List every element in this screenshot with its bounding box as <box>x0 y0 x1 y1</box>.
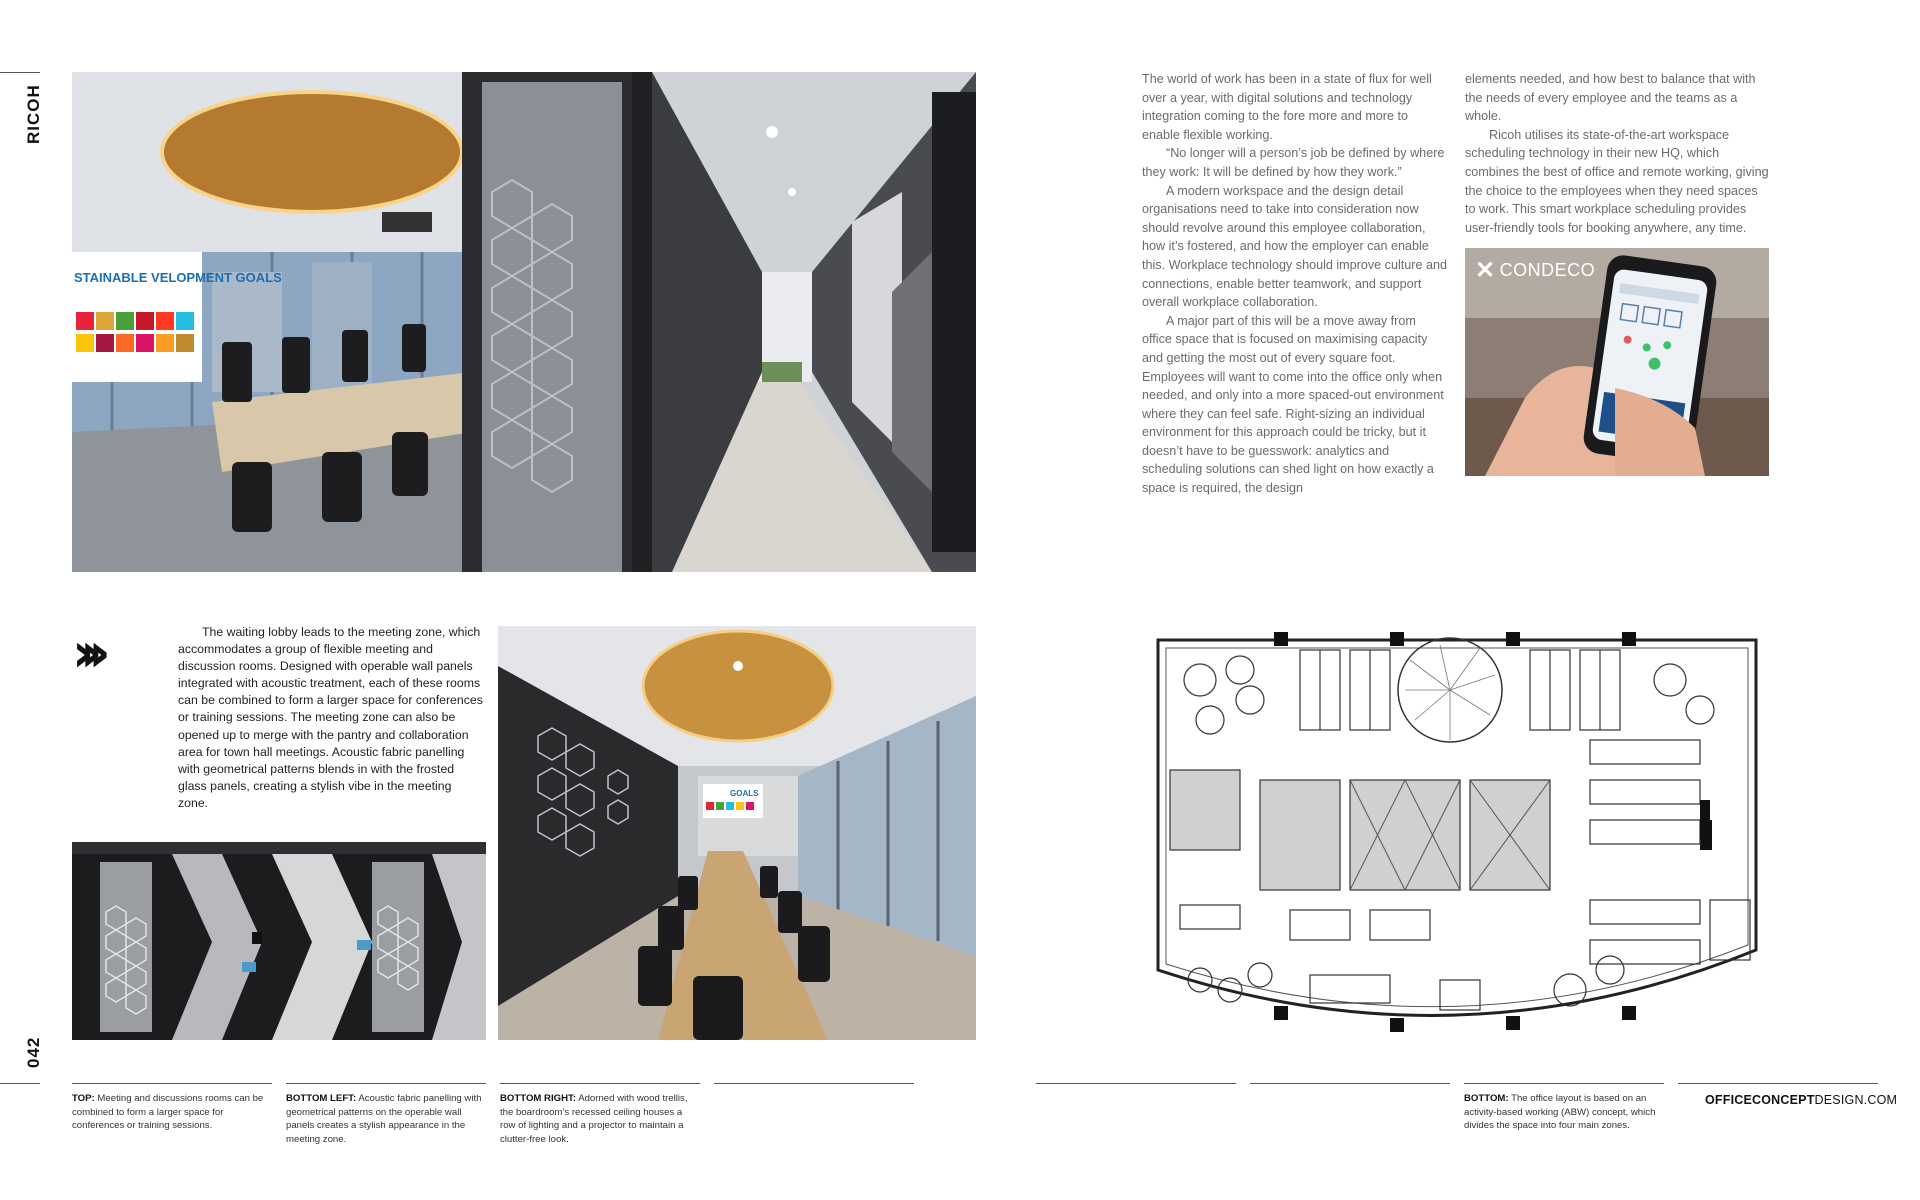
publication-brand <box>1705 1093 1897 1107</box>
condeco-logo-text: CONDECO <box>1499 260 1596 280</box>
caption-text: Adorned with wood trellis, the boardroom’s recessed ceiling houses a row of lighting and a projector to maintain a clutter-free look. <box>500 1093 688 1145</box>
condeco-x-icon: ✕ <box>1475 257 1496 284</box>
caption-rule <box>1250 1083 1450 1084</box>
caption-text: Meeting and discussions rooms can be combined to form a larger space for conferences or training sessions. <box>72 1093 264 1131</box>
caption-label: TOP: <box>72 1093 95 1104</box>
caption-rule <box>714 1083 914 1084</box>
article-paragraph: A major part of this will be a move away from office space that is focused on maximising capacity and getting the most out of every square foot. Employees will want to come into the office only when needed, and only into a more spaced-out environment where they can feel safe. Right-sizing an individual environment for this approach could be tricky, but it doesn’t have to be guesswork: analytics and scheduling solutions can shed light on how exactly a space is required, the design <box>1142 313 1444 496</box>
article-column-1 <box>1142 70 1447 498</box>
floor-plan <box>1140 620 1772 1044</box>
caption-bottom-right <box>500 1092 700 1146</box>
goals-sign-text: STAINABLE VELOPMENT GOALS <box>74 270 282 285</box>
article-paragraph: “No longer will a person’s job be defined by where they work: It will be defined by how they work.” <box>1142 146 1445 179</box>
article-column-2 <box>1465 70 1770 237</box>
chevron-double-right-icon: ››› <box>72 621 97 684</box>
intro-text: The waiting lobby leads to the meeting zone, which accommodates a group of flexible meeting and discussion rooms. Designed with operable wall panels integrated with acoustic treatment, each of these rooms can be combined to form a larger space for conferences or training sessions. The meeting zone can also be opened up to merge with the pantry and collaboration area for town hall meetings. Acoustic fabric panelling with geometrical patterns blends in with the frosted glass panels, creating a stylish vibe in the meeting zone. <box>178 625 483 810</box>
caption-rule <box>72 1083 272 1084</box>
caption-label: BOTTOM LEFT: <box>286 1093 357 1104</box>
section-label: RICOH <box>24 84 43 144</box>
article-paragraph: A modern workspace and the design detail organisations need to take into consideration now should revolve around this employee collaboration, how it’s fostered, and how the employer can enable this. Workplace technology should improve culture and connections, enable better teamwork, and support overall workplace collaboration. <box>1142 183 1447 310</box>
caption-rule <box>500 1083 700 1084</box>
boardroom-goals-text: GOALS <box>730 789 759 798</box>
caption-rule <box>1678 1083 1878 1084</box>
photo-meeting-corridor <box>72 72 976 572</box>
caption-label: BOTTOM: <box>1464 1093 1509 1104</box>
photo-boardroom <box>498 626 976 1040</box>
left-margin-rule-top <box>0 72 40 73</box>
left-margin-rule-bottom <box>0 1083 40 1084</box>
caption-rule <box>286 1083 486 1084</box>
condeco-logo <box>1475 256 1595 285</box>
photo-wall-panels <box>72 842 486 1040</box>
caption-rule <box>1036 1083 1236 1084</box>
caption-bottom-left <box>286 1092 486 1146</box>
caption-rule <box>1464 1083 1664 1084</box>
article-paragraph: The world of work has been in a state of flux for well over a year, with digital solutions and technology integration coming to the fore more and more to enable flexible working. <box>1142 72 1432 142</box>
brand-bold: OFFICECONCEPT <box>1705 1093 1815 1107</box>
caption-top <box>72 1092 272 1133</box>
caption-label: BOTTOM RIGHT: <box>500 1093 577 1104</box>
article-paragraph: elements needed, and how best to balance that with the needs of every employee and the teams as a whole. <box>1465 72 1756 124</box>
caption-text: The office layout is based on an activity-based working (ABW) concept, which divides the space into four main zones. <box>1464 1093 1656 1131</box>
article-paragraph: Ricoh utilises its state-of-the-art workspace scheduling technology in their new HQ, which combines the best of office and remote working, giving the choice to the employees when they need spaces to work. This smart workplace scheduling provides user-friendly tools for booking anywhere, any time. <box>1465 127 1769 235</box>
caption-text: Acoustic fabric panelling with geometrical patterns on the operable wall panels creates a stylish appearance in the meeting zone. <box>286 1093 482 1145</box>
page-number: 042 <box>24 1036 43 1068</box>
caption-bottom <box>1464 1092 1664 1133</box>
brand-regular: DESIGN.COM <box>1814 1093 1898 1107</box>
intro-paragraph <box>178 624 484 812</box>
